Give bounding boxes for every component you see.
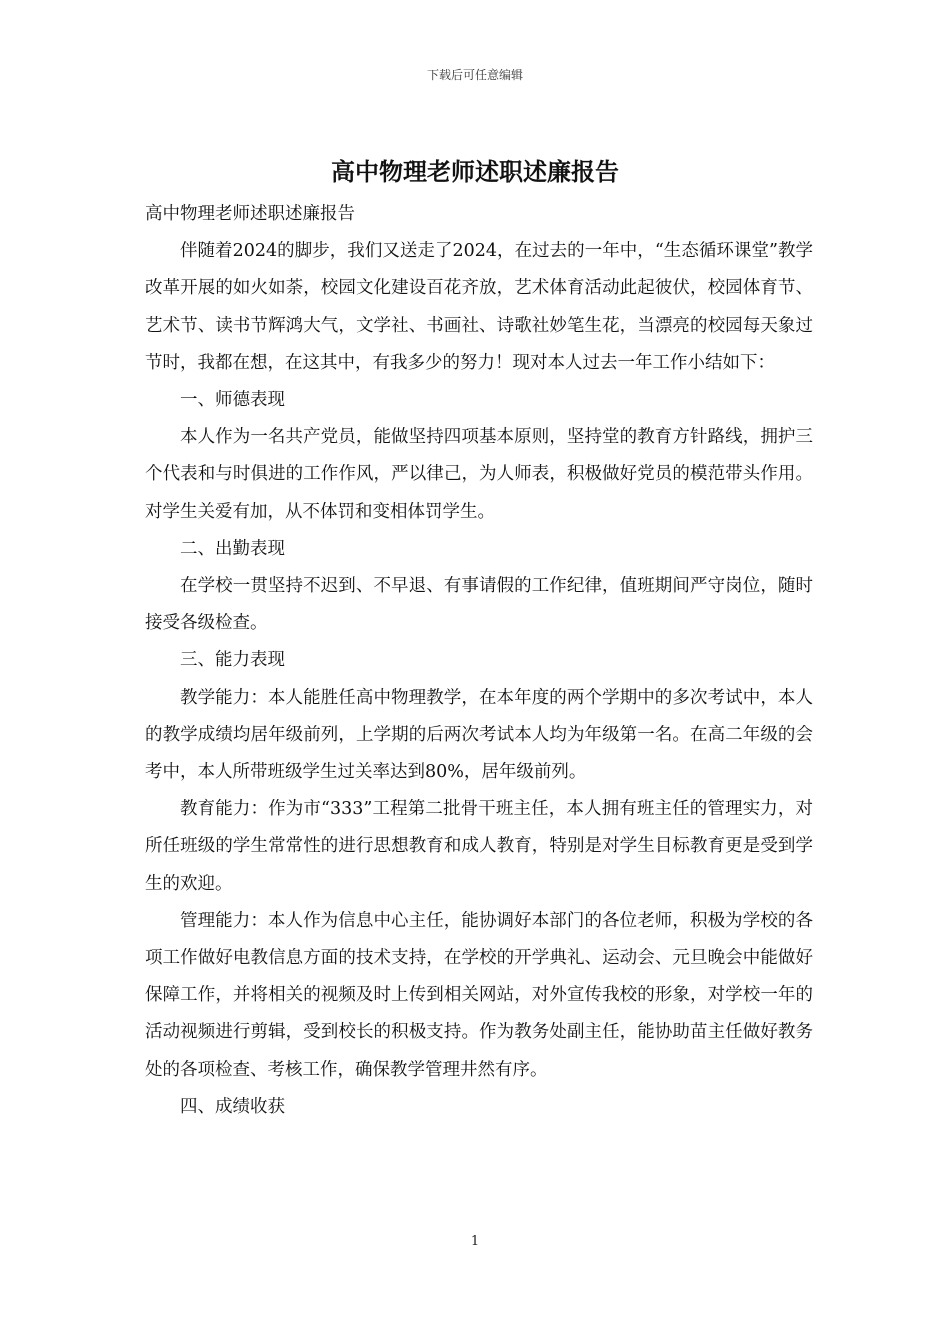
paragraph: 三、能力表现: [180, 650, 285, 671]
paragraph: 四、成绩收获: [180, 1096, 285, 1117]
paragraph: 本人作为一名共产党员，能做坚持四项基本原则，坚持堂的教育方针路线，拥护三个代表和与时俱进的工作作风，严以律己，为人师表，积极做好党员的模范带头作用。对学生关爱有加，从不体罚和变相体罚学生。: [145, 427, 813, 522]
header-note: 下载后可任意编辑: [426, 68, 523, 82]
paragraph: 一、师德表现: [180, 390, 285, 411]
paragraph: 在学校一贯坚持不迟到、不早退、有事请假的工作纪律，值班期间严守岗位，随时接受各级检查。: [145, 576, 813, 634]
paragraph: 教学能力：本人能胜任高中物理教学，在本年度的两个学期中的多次考试中，本人的教学成绩均居年级前列，上学期的后两次考试本人均为年级第一名。在高二年级的会考中，本人所带班级学生过关率达到80%，居年级前列。: [145, 687, 813, 783]
paragraph: 高中物理老师述职述廉报告: [145, 204, 355, 224]
paragraph: 二、出勤表现: [180, 538, 285, 559]
paragraph: 伴随着2024的脚步，我们又送走了2024，在过去的一年中，“生态循环课堂”教学改革开展的如火如荼，校园文化建设百花齐放，艺术体育活动此起彼伏，校园体育节、艺术节、读书节辉鸿大气，文学社、书画社、诗歌社妙笔生花，当漂亮的校园每天象过节时，我都在想，在这其中，有我多少的努力！现对本人过去一年工作小结如下：: [145, 241, 813, 373]
paragraph: 教育能力：作为市“333”工程第二批骨干班主任，本人拥有班主任的管理实力，对所任班级的学生常常性的进行思想教育和成人教育，特别是对学生目标教育更是受到学生的欢迎。: [145, 799, 813, 894]
paragraph: 管理能力：本人作为信息中心主任，能协调好本部门的各位老师，积极为学校的各项工作做好电教信息方面的技术支持，在学校的开学典礼、运动会、元旦晚会中能做好保障工作，并将相关的视频及时上传到相关网站，对外宣传我校的形象，对学校一年的活动视频进行剪辑，受到校长的积极支持。作为教务处副主任，能协助苗主任做好教务处的各项检查、考核工作，确保教学管理井然有序。: [145, 910, 813, 1080]
page-number: 1: [470, 1234, 480, 1249]
document-title: 高中物理老师述职述廉报告: [331, 157, 619, 186]
document-body: [145, 196, 813, 1126]
